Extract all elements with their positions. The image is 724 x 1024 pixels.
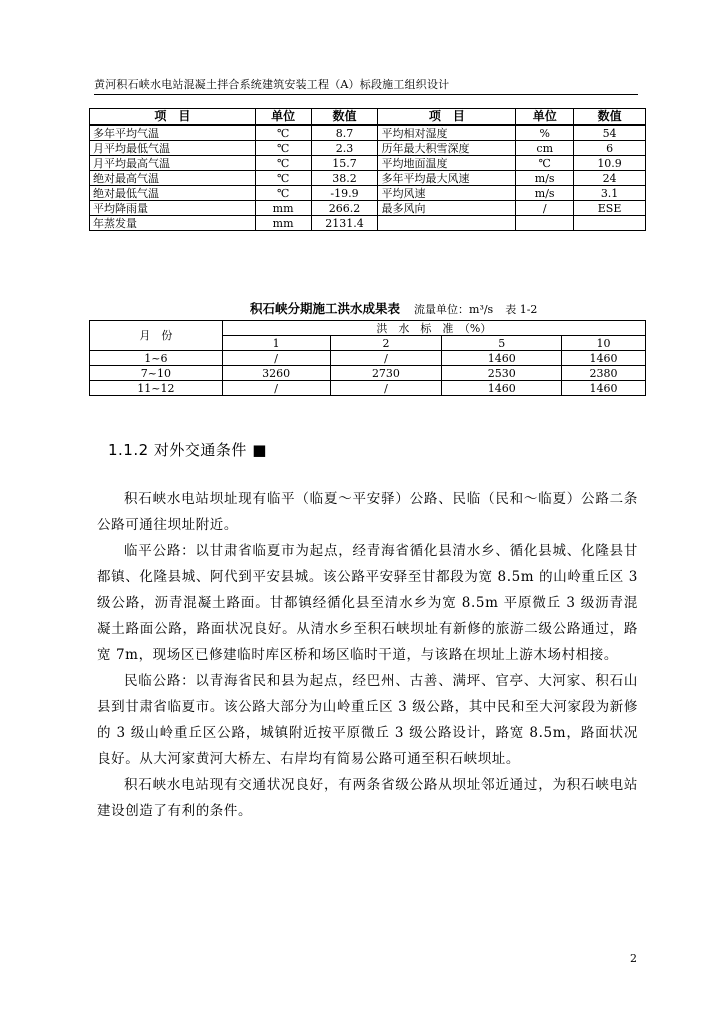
table-cell: 平均相对湿度 bbox=[378, 125, 516, 141]
table-cell: ℃ bbox=[516, 156, 574, 171]
table-cell: 年蒸发量 bbox=[90, 216, 256, 231]
table-header-cell: 项 目 bbox=[378, 109, 516, 126]
table-cell: ℃ bbox=[255, 186, 311, 201]
table-cell bbox=[574, 216, 646, 231]
paragraph: 民临公路：以青海省民和县为起点，经巴州、古善、满坪、官亭、大河家、积石山县到甘肃省临夏市。该公路大部分为山岭重丘区 3 级公路，其中民和至大河家段为新修的 3 级山岭重丘区公路，城镇附近按平原微丘 3 级公路设计，路宽 8.5m，路面状况良好。从大河家黄河大桥左、右岸均有简易公路可通至积石峡坝址。 bbox=[97, 673, 638, 767]
table-cell: ℃ bbox=[255, 156, 311, 171]
standard-cell: 2 bbox=[330, 336, 442, 351]
table-cell: 7~10 bbox=[90, 366, 223, 381]
section-heading: 1.1.2 对外交通条件 ■ bbox=[108, 441, 267, 459]
table-cell: 6 bbox=[574, 141, 646, 156]
table-cell: / bbox=[516, 201, 574, 216]
table-cell: ℃ bbox=[255, 141, 311, 156]
table-row bbox=[90, 125, 646, 141]
table-header-cell: 项 目 bbox=[90, 109, 256, 126]
paragraph: 积石峡水电站坝址现有临平（临夏～平安驿）公路、民临（民和～临夏）公路二条公路可通往坝址附近。 bbox=[97, 491, 638, 533]
table-cell: ℃ bbox=[255, 171, 311, 186]
table-row bbox=[90, 216, 646, 231]
table-cell: 绝对最高气温 bbox=[90, 171, 256, 186]
table-cell: 10.9 bbox=[574, 156, 646, 171]
table-cell: ESE bbox=[574, 201, 646, 216]
table-row bbox=[90, 156, 646, 171]
header-title: 黄河积石峡水电站混凝土拌合系统建筑安装工程（A）标段施工组织设计 bbox=[94, 78, 450, 91]
table-cell: 2530 bbox=[442, 366, 562, 381]
table-cell: 多年平均最大风速 bbox=[378, 171, 516, 186]
table-header-cell: 数值 bbox=[311, 109, 378, 126]
month-header: 月 份 bbox=[90, 321, 223, 351]
table-cell: 1460 bbox=[562, 381, 646, 396]
table-cell bbox=[516, 216, 574, 231]
table-header-cell: 单位 bbox=[255, 109, 311, 126]
paragraph: 临平公路：以甘肃省临夏市为起点，经青海省循化县清水乡、循化县城、化隆县甘都镇、化隆县城、阿代到平安县城。该公路平安驿至甘都段为宽 8.5m 的山岭重丘区 3 级公路，沥青混凝土路面。甘都镇经循化县至清水乡为宽 8.5m 平原微丘 3 级沥青混凝土路面公路，路面状况良好。从清水乡至积石峡坝址有新修的旅游二级公路通过，路宽 7m，现场区已修建临时库区桥和场区临时干道，与该路在坝址上游木场村相接。 bbox=[97, 543, 638, 663]
table-cell: 绝对最低气温 bbox=[90, 186, 256, 201]
table-cell: 2.3 bbox=[311, 141, 378, 156]
table-cell: m/s bbox=[516, 171, 574, 186]
table-cell: 1460 bbox=[442, 351, 562, 366]
table-cell: 历年最大积雪深度 bbox=[378, 141, 516, 156]
table-cell bbox=[378, 216, 516, 231]
flood-table-caption bbox=[250, 301, 650, 318]
table-cell: mm bbox=[255, 216, 311, 231]
paragraph: 积石峡水电站现有交通状况良好，有两条省级公路从坝址邻近通过，为积石峡电站建设创造了有利的条件。 bbox=[97, 777, 638, 819]
table-row bbox=[90, 186, 646, 201]
page-header bbox=[94, 78, 638, 95]
table-cell: / bbox=[222, 381, 330, 396]
table-cell: 38.2 bbox=[311, 171, 378, 186]
table-cell: 1460 bbox=[442, 381, 562, 396]
flood-table bbox=[89, 320, 646, 396]
table-cell: 2730 bbox=[330, 366, 442, 381]
table-cell: 15.7 bbox=[311, 156, 378, 171]
table-cell: 2380 bbox=[562, 366, 646, 381]
table-cell: -19.9 bbox=[311, 186, 378, 201]
table-cell: 3.1 bbox=[574, 186, 646, 201]
table-row bbox=[90, 366, 646, 381]
table-cell: 多年平均气温 bbox=[90, 125, 256, 141]
table-cell: 266.2 bbox=[311, 201, 378, 216]
standard-cell: 1 bbox=[222, 336, 330, 351]
caption-table-number: 表 1-2 bbox=[505, 303, 538, 316]
table-cell: 54 bbox=[574, 125, 646, 141]
table-cell: 2131.4 bbox=[311, 216, 378, 231]
table-row bbox=[90, 141, 646, 156]
standard-cell: 5 bbox=[442, 336, 562, 351]
page-number: 2 bbox=[630, 952, 637, 965]
table-cell: 月平均最高气温 bbox=[90, 156, 256, 171]
table-cell: 11~12 bbox=[90, 381, 223, 396]
table-header-row bbox=[90, 109, 646, 126]
caption-unit: 流量单位：m³/s bbox=[414, 303, 494, 316]
table-cell: 平均降雨量 bbox=[90, 201, 256, 216]
table-header-cell: 单位 bbox=[516, 109, 574, 126]
table-cell: % bbox=[516, 125, 574, 141]
table-cell: 24 bbox=[574, 171, 646, 186]
table-cell: / bbox=[330, 381, 442, 396]
table-cell: 1460 bbox=[562, 351, 646, 366]
table-cell: 月平均最低气温 bbox=[90, 141, 256, 156]
table-row bbox=[90, 351, 646, 366]
table-header-row bbox=[90, 321, 646, 336]
table-row bbox=[90, 171, 646, 186]
table-cell: ℃ bbox=[255, 125, 311, 141]
table-row bbox=[90, 201, 646, 216]
table-cell: m/s bbox=[516, 186, 574, 201]
table-cell: 平均风速 bbox=[378, 186, 516, 201]
table-cell: 1~6 bbox=[90, 351, 223, 366]
table-cell: / bbox=[222, 351, 330, 366]
table-cell: 最多风向 bbox=[378, 201, 516, 216]
standard-cell: 10 bbox=[562, 336, 646, 351]
table-header-cell: 数值 bbox=[574, 109, 646, 126]
climate-table bbox=[89, 108, 646, 231]
body-text bbox=[97, 486, 638, 824]
caption-title: 积石峡分期施工洪水成果表 bbox=[250, 301, 401, 316]
table-cell: 平均地面温度 bbox=[378, 156, 516, 171]
table-cell: cm bbox=[516, 141, 574, 156]
table-cell: / bbox=[330, 351, 442, 366]
table-cell: mm bbox=[255, 201, 311, 216]
standard-header: 洪 水 标 准 （%） bbox=[222, 321, 645, 336]
table-row bbox=[90, 381, 646, 396]
table-cell: 8.7 bbox=[311, 125, 378, 141]
table-cell: 3260 bbox=[222, 366, 330, 381]
